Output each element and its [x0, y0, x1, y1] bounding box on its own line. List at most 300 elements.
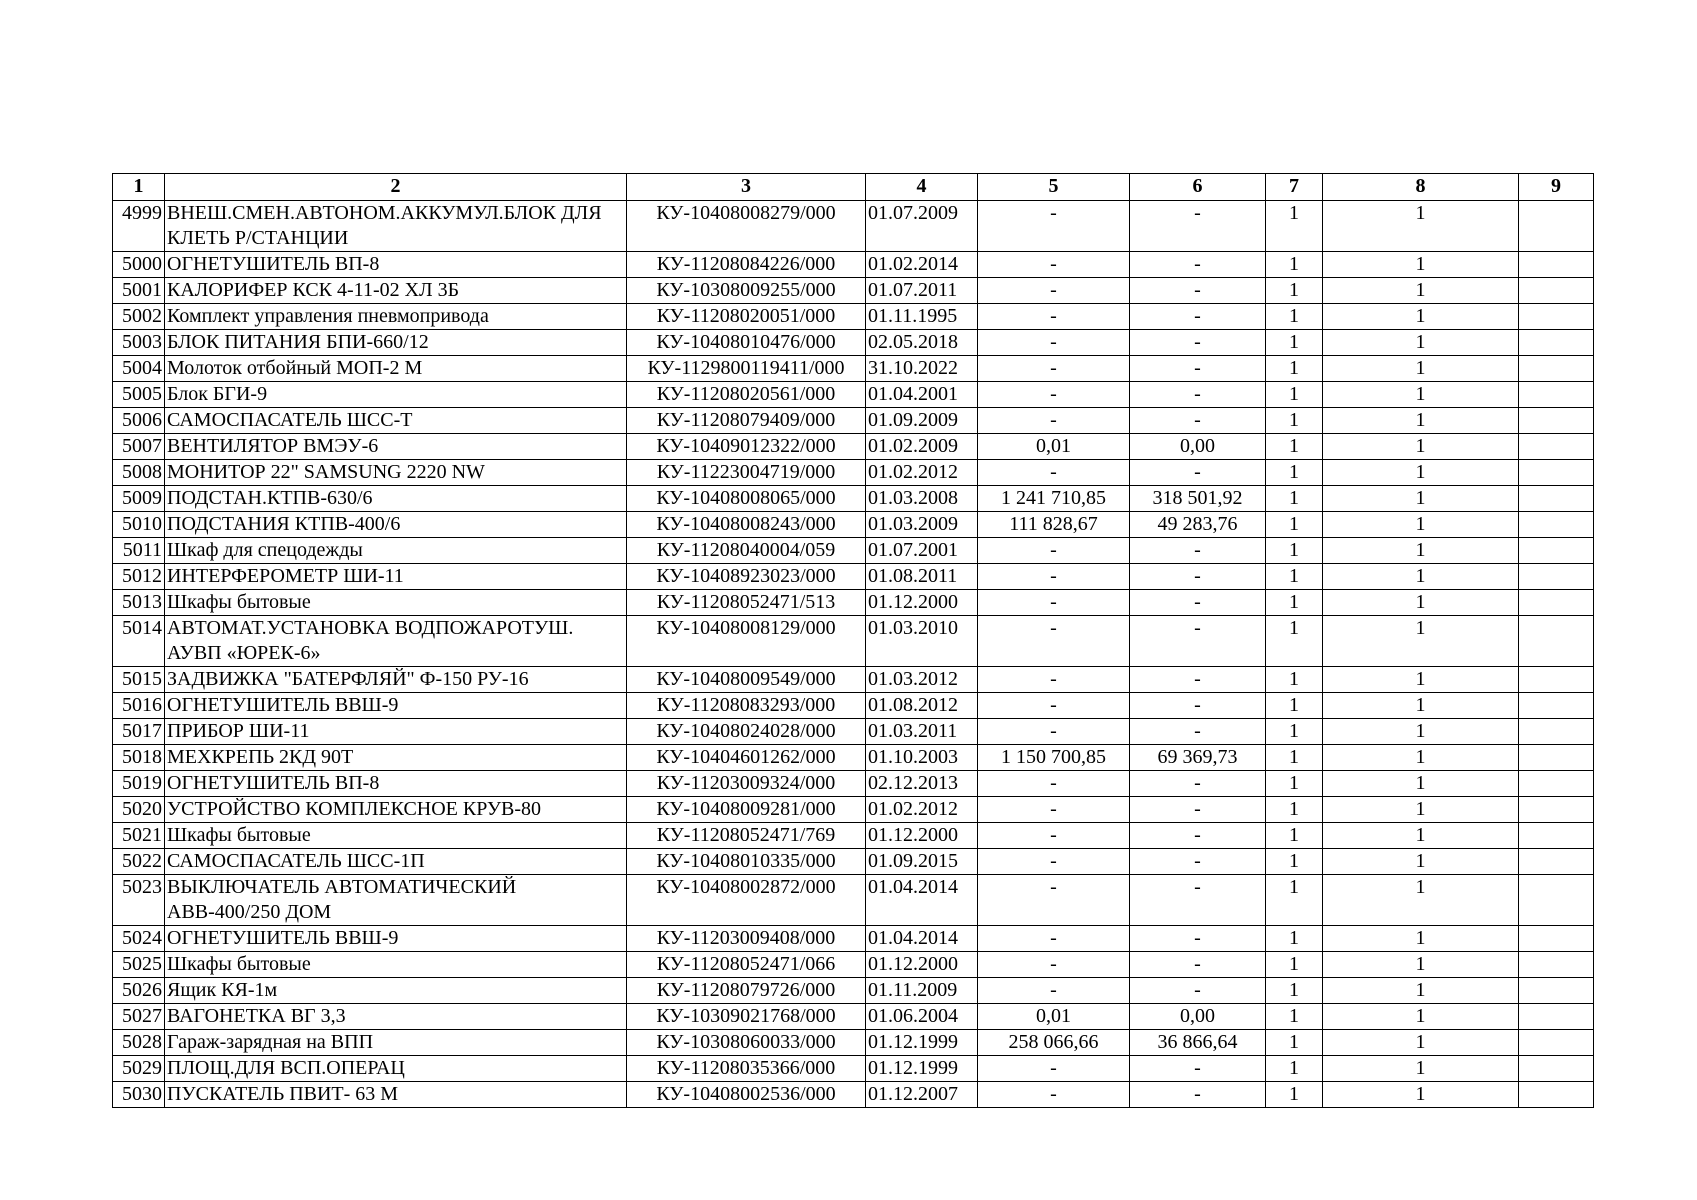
value-col-6: -	[1130, 797, 1266, 823]
date: 01.08.2011	[866, 564, 978, 590]
date: 01.02.2012	[866, 460, 978, 486]
value-col-5: 258 066,66	[978, 1030, 1130, 1056]
table-row	[113, 538, 1594, 564]
qty-col-7: 1	[1266, 875, 1323, 926]
date: 01.12.2000	[866, 823, 978, 849]
value-col-6: -	[1130, 1082, 1266, 1108]
qty-col-7: 1	[1266, 667, 1323, 693]
table-row	[113, 875, 1594, 926]
row-number: 5017	[113, 719, 165, 745]
inventory-number: КУ-11208079726/000	[627, 978, 866, 1004]
inventory-number: КУ-10408008129/000	[627, 616, 866, 667]
note-col-9	[1519, 590, 1594, 616]
qty-col-7: 1	[1266, 745, 1323, 771]
note-col-9	[1519, 252, 1594, 278]
date: 02.05.2018	[866, 330, 978, 356]
note-col-9	[1519, 875, 1594, 926]
qty-col-7: 1	[1266, 1030, 1323, 1056]
inventory-number: КУ-112980011941​1/000	[627, 356, 866, 382]
item-name: Комплект управления пневмопривода	[165, 304, 627, 330]
value-col-6: -	[1130, 616, 1266, 667]
inventory-number: КУ-10408008279/000	[627, 201, 866, 252]
note-col-9	[1519, 693, 1594, 719]
date: 01.10.2003	[866, 745, 978, 771]
table-row	[113, 408, 1594, 434]
qty-col-7: 1	[1266, 460, 1323, 486]
item-name: АВТОМАТ.УСТАНОВКА ВОДПОЖАРОТУШ. АУВП «ЮРЕК-6»	[165, 616, 627, 667]
value-col-6: -	[1130, 667, 1266, 693]
value-col-6: -	[1130, 849, 1266, 875]
value-col-6: -	[1130, 1056, 1266, 1082]
date: 01.03.2009	[866, 512, 978, 538]
qty-col-8: 1	[1323, 823, 1519, 849]
row-number: 5008	[113, 460, 165, 486]
inventory-number: КУ-11223004719/000	[627, 460, 866, 486]
qty-col-7: 1	[1266, 1082, 1323, 1108]
inventory-number: КУ-10408009549/000	[627, 667, 866, 693]
qty-col-8: 1	[1323, 460, 1519, 486]
table-row	[113, 693, 1594, 719]
item-name: ВЕНТИЛЯТОР ВМЭУ-6	[165, 434, 627, 460]
qty-col-7: 1	[1266, 564, 1323, 590]
inventory-number: КУ-10308060033/000	[627, 1030, 866, 1056]
row-number: 5001	[113, 278, 165, 304]
note-col-9	[1519, 564, 1594, 590]
value-col-5: -	[978, 926, 1130, 952]
note-col-9	[1519, 667, 1594, 693]
qty-col-8: 1	[1323, 771, 1519, 797]
table-row	[113, 460, 1594, 486]
note-col-9	[1519, 1082, 1594, 1108]
qty-col-7: 1	[1266, 486, 1323, 512]
value-col-5: -	[978, 616, 1130, 667]
row-number: 5019	[113, 771, 165, 797]
qty-col-7: 1	[1266, 797, 1323, 823]
note-col-9	[1519, 952, 1594, 978]
qty-col-8: 1	[1323, 512, 1519, 538]
date: 01.03.2012	[866, 667, 978, 693]
row-number: 5011	[113, 538, 165, 564]
item-name: ОГНЕТУШИТЕЛЬ ВВШ-9	[165, 926, 627, 952]
header-col-8: 8	[1323, 174, 1519, 201]
table-row	[113, 590, 1594, 616]
value-col-6: -	[1130, 304, 1266, 330]
table-row	[113, 330, 1594, 356]
value-col-5: -	[978, 719, 1130, 745]
row-number: 5027	[113, 1004, 165, 1030]
inventory-number: КУ-10404601262/000	[627, 745, 866, 771]
row-number: 5005	[113, 382, 165, 408]
qty-col-7: 1	[1266, 434, 1323, 460]
date: 01.12.2000	[866, 952, 978, 978]
item-name: Шкафы бытовые	[165, 590, 627, 616]
inventory-number: КУ-11208052471/066	[627, 952, 866, 978]
row-number: 5010	[113, 512, 165, 538]
value-col-6: -	[1130, 693, 1266, 719]
item-name: САМОСПАСАТЕЛЬ ШСС-1П	[165, 849, 627, 875]
note-col-9	[1519, 408, 1594, 434]
value-col-6: -	[1130, 771, 1266, 797]
value-col-5: -	[978, 693, 1130, 719]
qty-col-8: 1	[1323, 797, 1519, 823]
qty-col-7: 1	[1266, 382, 1323, 408]
qty-col-7: 1	[1266, 926, 1323, 952]
inventory-number: КУ-10408010476/000	[627, 330, 866, 356]
date: 01.11.2009	[866, 978, 978, 1004]
row-number: 5029	[113, 1056, 165, 1082]
table-row	[113, 304, 1594, 330]
inventory-number: КУ-10408024028/000	[627, 719, 866, 745]
qty-col-8: 1	[1323, 926, 1519, 952]
date: 02.12.2013	[866, 771, 978, 797]
qty-col-8: 1	[1323, 1004, 1519, 1030]
value-col-5: 0,01	[978, 1004, 1130, 1030]
qty-col-7: 1	[1266, 201, 1323, 252]
value-col-5: -	[978, 382, 1130, 408]
date: 01.12.1999	[866, 1056, 978, 1082]
qty-col-8: 1	[1323, 408, 1519, 434]
inventory-number: КУ-10408002872/000	[627, 875, 866, 926]
value-col-5: -	[978, 330, 1130, 356]
qty-col-8: 1	[1323, 564, 1519, 590]
value-col-6: -	[1130, 978, 1266, 1004]
item-name: ВНЕШ.СМЕН.АВТОНОМ.АККУМУЛ.БЛОК ДЛЯ КЛЕТЬ Р/СТАНЦИИ	[165, 201, 627, 252]
qty-col-8: 1	[1323, 382, 1519, 408]
row-number: 5028	[113, 1030, 165, 1056]
qty-col-8: 1	[1323, 486, 1519, 512]
qty-col-8: 1	[1323, 330, 1519, 356]
item-name: ЗАДВИЖКА "БАТЕРФЛЯЙ" Ф-150 РУ-16	[165, 667, 627, 693]
value-col-5: -	[978, 304, 1130, 330]
note-col-9	[1519, 823, 1594, 849]
qty-col-8: 1	[1323, 1056, 1519, 1082]
table-row	[113, 278, 1594, 304]
note-col-9	[1519, 1056, 1594, 1082]
value-col-6: -	[1130, 460, 1266, 486]
note-col-9	[1519, 460, 1594, 486]
qty-col-8: 1	[1323, 590, 1519, 616]
item-name: ПУСКАТЕЛЬ ПВИТ- 63 М	[165, 1082, 627, 1108]
qty-col-7: 1	[1266, 408, 1323, 434]
inventory-number: КУ-10408010335/000	[627, 849, 866, 875]
item-name: УСТРОЙСТВО КОМПЛЕКСНОЕ КРУВ-80	[165, 797, 627, 823]
row-number: 5026	[113, 978, 165, 1004]
qty-col-7: 1	[1266, 252, 1323, 278]
qty-col-8: 1	[1323, 538, 1519, 564]
value-col-5: -	[978, 278, 1130, 304]
qty-col-7: 1	[1266, 693, 1323, 719]
qty-col-7: 1	[1266, 616, 1323, 667]
item-name: КАЛОРИФЕР КСК 4-11-02 ХЛ 3Б	[165, 278, 627, 304]
value-col-5: -	[978, 408, 1130, 434]
qty-col-8: 1	[1323, 434, 1519, 460]
table-row	[113, 201, 1594, 252]
item-name: Молоток отбойный МОП-2 М	[165, 356, 627, 382]
date: 01.02.2012	[866, 797, 978, 823]
date: 01.02.2014	[866, 252, 978, 278]
table-row	[113, 1004, 1594, 1030]
row-number: 5009	[113, 486, 165, 512]
note-col-9	[1519, 512, 1594, 538]
date: 01.04.2014	[866, 926, 978, 952]
item-name: Ящик КЯ-1м	[165, 978, 627, 1004]
qty-col-7: 1	[1266, 823, 1323, 849]
value-col-6: -	[1130, 952, 1266, 978]
value-col-5: -	[978, 252, 1130, 278]
table-row	[113, 667, 1594, 693]
item-name: ПЛОЩ.ДЛЯ ВСП.ОПЕРАЦ	[165, 1056, 627, 1082]
value-col-5: -	[978, 849, 1130, 875]
item-name: Шкафы бытовые	[165, 952, 627, 978]
table-row	[113, 1082, 1594, 1108]
qty-col-8: 1	[1323, 616, 1519, 667]
item-name: ОГНЕТУШИТЕЛЬ ВВШ-9	[165, 693, 627, 719]
header-col-1: 1	[113, 174, 165, 201]
value-col-5: -	[978, 823, 1130, 849]
table-row	[113, 719, 1594, 745]
table-row	[113, 849, 1594, 875]
inventory-number: КУ-10409012322/000	[627, 434, 866, 460]
row-number: 5021	[113, 823, 165, 849]
row-number: 5025	[113, 952, 165, 978]
row-number: 5006	[113, 408, 165, 434]
value-col-6: -	[1130, 252, 1266, 278]
table-row	[113, 616, 1594, 667]
date: 01.09.2009	[866, 408, 978, 434]
inventory-number: КУ-11208079409/000	[627, 408, 866, 434]
qty-col-7: 1	[1266, 538, 1323, 564]
value-col-6: -	[1130, 538, 1266, 564]
value-col-6: -	[1130, 408, 1266, 434]
row-number: 4999	[113, 201, 165, 252]
inventory-number: КУ-10408008065/000	[627, 486, 866, 512]
row-number: 5020	[113, 797, 165, 823]
date: 01.04.2001	[866, 382, 978, 408]
item-name: ОГНЕТУШИТЕЛЬ ВП-8	[165, 771, 627, 797]
qty-col-8: 1	[1323, 201, 1519, 252]
row-number: 5002	[113, 304, 165, 330]
row-number: 5007	[113, 434, 165, 460]
qty-col-8: 1	[1323, 667, 1519, 693]
table-row	[113, 771, 1594, 797]
date: 01.02.2009	[866, 434, 978, 460]
item-name: ОГНЕТУШИТЕЛЬ ВП-8	[165, 252, 627, 278]
row-number: 5004	[113, 356, 165, 382]
table-row	[113, 1056, 1594, 1082]
item-name: МЕХКРЕПЬ 2КД 90Т	[165, 745, 627, 771]
item-name: САМОСПАСАТЕЛЬ ШСС-Т	[165, 408, 627, 434]
row-number: 5015	[113, 667, 165, 693]
date: 01.04.2014	[866, 875, 978, 926]
note-col-9	[1519, 771, 1594, 797]
note-col-9	[1519, 719, 1594, 745]
value-col-5: 0,01	[978, 434, 1130, 460]
note-col-9	[1519, 434, 1594, 460]
value-col-6: -	[1130, 926, 1266, 952]
note-col-9	[1519, 382, 1594, 408]
qty-col-7: 1	[1266, 978, 1323, 1004]
qty-col-7: 1	[1266, 952, 1323, 978]
table-row	[113, 486, 1594, 512]
date: 01.09.2015	[866, 849, 978, 875]
value-col-5: 1 241 710,85	[978, 486, 1130, 512]
qty-col-7: 1	[1266, 590, 1323, 616]
inventory-number: КУ-11208084226/000	[627, 252, 866, 278]
date: 01.12.1999	[866, 1030, 978, 1056]
note-col-9	[1519, 926, 1594, 952]
value-col-6: 0,00	[1130, 1004, 1266, 1030]
qty-col-7: 1	[1266, 512, 1323, 538]
date: 01.07.2011	[866, 278, 978, 304]
date: 31.10.2022	[866, 356, 978, 382]
inventory-number: КУ-10408009281/000	[627, 797, 866, 823]
note-col-9	[1519, 849, 1594, 875]
note-col-9	[1519, 1004, 1594, 1030]
value-col-6: -	[1130, 356, 1266, 382]
qty-col-8: 1	[1323, 252, 1519, 278]
note-col-9	[1519, 978, 1594, 1004]
value-col-5: -	[978, 1082, 1130, 1108]
qty-col-8: 1	[1323, 304, 1519, 330]
date: 01.12.2007	[866, 1082, 978, 1108]
table-row	[113, 926, 1594, 952]
value-col-5: -	[978, 667, 1130, 693]
inventory-number: КУ-10308009255/000	[627, 278, 866, 304]
item-name: ИНТЕРФЕРОМЕТР ШИ-11	[165, 564, 627, 590]
inventory-number: КУ-10408002536/000	[627, 1082, 866, 1108]
inventory-number: КУ-10408008243/000	[627, 512, 866, 538]
qty-col-8: 1	[1323, 356, 1519, 382]
qty-col-8: 1	[1323, 875, 1519, 926]
value-col-5: 1 150 700,85	[978, 745, 1130, 771]
table-row	[113, 978, 1594, 1004]
value-col-5: 111 828,67	[978, 512, 1130, 538]
date: 01.11.1995	[866, 304, 978, 330]
table-row	[113, 1030, 1594, 1056]
date: 01.06.2004	[866, 1004, 978, 1030]
note-col-9	[1519, 330, 1594, 356]
note-col-9	[1519, 486, 1594, 512]
qty-col-7: 1	[1266, 278, 1323, 304]
item-name: Блок БГИ-9	[165, 382, 627, 408]
table-row	[113, 512, 1594, 538]
value-col-6: 49 283,76	[1130, 512, 1266, 538]
item-name: ПОДСТАН.КТПВ-630/6	[165, 486, 627, 512]
value-col-5: -	[978, 1056, 1130, 1082]
table-row	[113, 823, 1594, 849]
row-number: 5018	[113, 745, 165, 771]
header-row	[113, 174, 1594, 201]
value-col-6: -	[1130, 590, 1266, 616]
table-row	[113, 252, 1594, 278]
table-header	[113, 174, 1594, 201]
inventory-number: КУ-11208052471/513	[627, 590, 866, 616]
qty-col-7: 1	[1266, 330, 1323, 356]
row-number: 5030	[113, 1082, 165, 1108]
row-number: 5000	[113, 252, 165, 278]
item-name: ПОДСТАНИЯ КТПВ-400/6	[165, 512, 627, 538]
value-col-6: 318 501,92	[1130, 486, 1266, 512]
value-col-5: -	[978, 564, 1130, 590]
value-col-5: -	[978, 538, 1130, 564]
date: 01.07.2009	[866, 201, 978, 252]
qty-col-8: 1	[1323, 278, 1519, 304]
qty-col-7: 1	[1266, 1004, 1323, 1030]
header-col-4: 4	[866, 174, 978, 201]
note-col-9	[1519, 304, 1594, 330]
row-number: 5012	[113, 564, 165, 590]
value-col-5: -	[978, 201, 1130, 252]
row-number: 5003	[113, 330, 165, 356]
value-col-6: -	[1130, 382, 1266, 408]
inventory-number: КУ-11208083293/000	[627, 693, 866, 719]
row-number: 5013	[113, 590, 165, 616]
value-col-6: -	[1130, 564, 1266, 590]
qty-col-7: 1	[1266, 1056, 1323, 1082]
qty-col-7: 1	[1266, 304, 1323, 330]
note-col-9	[1519, 745, 1594, 771]
qty-col-7: 1	[1266, 771, 1323, 797]
inventory-number: КУ-10309021768/000	[627, 1004, 866, 1030]
item-name: БЛОК ПИТАНИЯ БПИ-660/12	[165, 330, 627, 356]
row-number: 5023	[113, 875, 165, 926]
date: 01.03.2011	[866, 719, 978, 745]
inventory-number: КУ-11203009408/000	[627, 926, 866, 952]
note-col-9	[1519, 1030, 1594, 1056]
table-row	[113, 952, 1594, 978]
value-col-5: -	[978, 952, 1130, 978]
qty-col-8: 1	[1323, 719, 1519, 745]
inventory-number: КУ-11208020561/000	[627, 382, 866, 408]
qty-col-7: 1	[1266, 356, 1323, 382]
inventory-number: КУ-11208052471/769	[627, 823, 866, 849]
note-col-9	[1519, 278, 1594, 304]
date: 01.03.2008	[866, 486, 978, 512]
header-col-5: 5	[978, 174, 1130, 201]
note-col-9	[1519, 538, 1594, 564]
value-col-5: -	[978, 771, 1130, 797]
header-col-3: 3	[627, 174, 866, 201]
value-col-6: -	[1130, 875, 1266, 926]
item-name: Гараж-зарядная на ВПП	[165, 1030, 627, 1056]
table-row	[113, 797, 1594, 823]
header-col-2: 2	[165, 174, 627, 201]
value-col-6: -	[1130, 330, 1266, 356]
row-number: 5016	[113, 693, 165, 719]
header-col-7: 7	[1266, 174, 1323, 201]
inventory-number: КУ-11208035366/000	[627, 1056, 866, 1082]
inventory-number: КУ-11208040004/059	[627, 538, 866, 564]
note-col-9	[1519, 797, 1594, 823]
table-row	[113, 564, 1594, 590]
inventory-number: КУ-11208020051/000	[627, 304, 866, 330]
table-body	[113, 201, 1594, 1108]
header-col-6: 6	[1130, 174, 1266, 201]
value-col-6: 0,00	[1130, 434, 1266, 460]
qty-col-7: 1	[1266, 849, 1323, 875]
value-col-5: -	[978, 797, 1130, 823]
value-col-6: -	[1130, 719, 1266, 745]
item-name: МОНИТОР 22" SAMSUNG 2220 NW	[165, 460, 627, 486]
qty-col-7: 1	[1266, 719, 1323, 745]
item-name: Шкафы бытовые	[165, 823, 627, 849]
value-col-5: -	[978, 460, 1130, 486]
item-name: ВЫКЛЮЧАТЕЛЬ АВТОМАТИЧЕСКИЙ АВВ-400/250 ДОМ	[165, 875, 627, 926]
date: 01.07.2001	[866, 538, 978, 564]
table-row	[113, 745, 1594, 771]
qty-col-8: 1	[1323, 849, 1519, 875]
table-row	[113, 434, 1594, 460]
